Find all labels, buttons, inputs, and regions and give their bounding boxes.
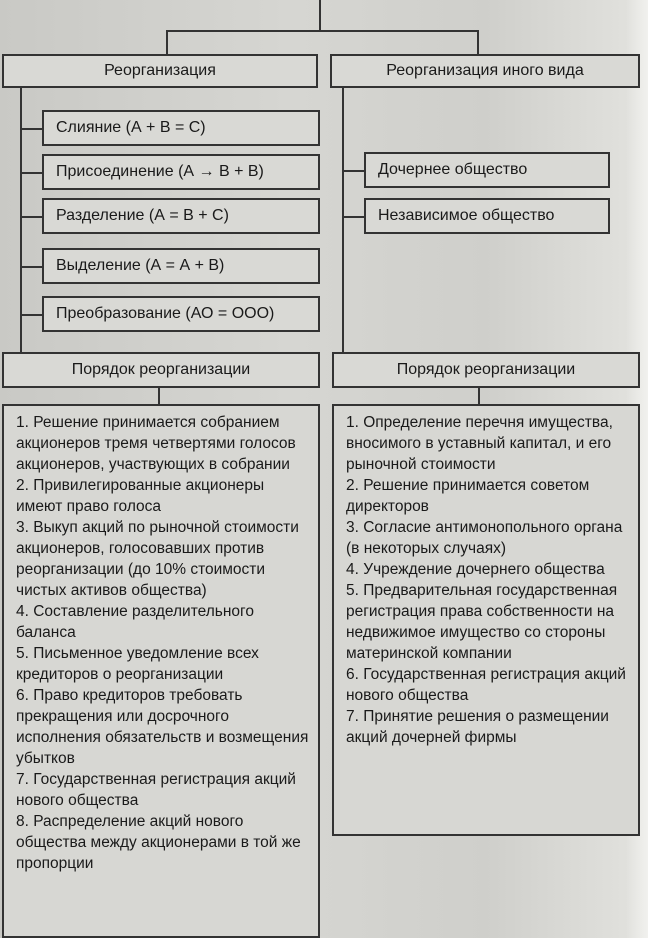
procedure-left-title: Порядок реорганизации: [71, 361, 251, 378]
spine-tick-4: [20, 266, 42, 268]
other-reorganization-header-label: Реорганизация иного вида: [386, 62, 584, 79]
subsidiary-box: [364, 152, 610, 188]
spine-tick-5: [20, 314, 42, 316]
form-spin-off-label: Выделение (А = А + В): [56, 257, 225, 274]
procedure-right-title: Порядок реорганизации: [396, 361, 576, 378]
reorganization-header: [2, 54, 318, 88]
form-transformation-label: Преобразование (АО = ООО): [56, 305, 275, 322]
form-acquisition-label: Присоединение (А → В + В): [56, 163, 264, 180]
subsidiary-label: Дочернее общество: [378, 161, 528, 178]
procedure-left-header: [2, 352, 320, 388]
right-tick-1: [342, 170, 364, 172]
step-right-5: 5. Предварительная государственная регистрация права собственности на недвижимое имущество со стороны материнской компании: [346, 582, 618, 662]
procedure-right-header: [332, 352, 640, 388]
reorganization-header-label: Реорганизация: [104, 62, 216, 79]
spine-tick-1: [20, 128, 42, 130]
top-connector: [319, 0, 321, 32]
left-proc-connector: [158, 388, 160, 404]
spine-tick-3: [20, 216, 42, 218]
right-branch-drop: [477, 30, 479, 56]
right-spine: [342, 86, 344, 356]
top-branch-line: [166, 30, 479, 32]
left-branch-drop: [166, 30, 168, 56]
form-division: [42, 198, 320, 234]
step-left-2: 2. Привилегированные акционеры имеют право голоса: [16, 477, 265, 515]
step-right-2: 2. Решение принимается советом директоров: [346, 477, 590, 515]
form-transformation: [42, 296, 320, 332]
spine-tick-2: [20, 172, 42, 174]
procedure-right-list: [332, 404, 640, 836]
step-right-1: 1. Определение перечня имущества, вносимого в уставный капитал, и его рыночной стоимости: [346, 414, 613, 473]
form-division-label: Разделение (А = В + С): [56, 207, 229, 224]
right-proc-connector: [478, 388, 480, 404]
step-left-1: 1. Решение принимается собранием акционеров тремя четвертями голосов акционеров, участвующих в собрании: [16, 414, 296, 473]
procedure-left-list: [2, 404, 320, 938]
independent-box: [364, 198, 610, 234]
step-right-7: 7. Принятие решения о размещении акций дочерней фирмы: [346, 708, 609, 746]
step-left-4: 4. Составление разделительного баланса: [16, 603, 254, 641]
step-right-6: 6. Государственная регистрация акций нового общества: [346, 666, 626, 704]
right-tick-2: [342, 216, 364, 218]
step-left-8: 8. Распределение акций нового общества между акционерами в той же пропорции: [16, 813, 301, 872]
step-left-5: 5. Письменное уведомление всех кредиторов о реорганизации: [16, 645, 259, 683]
form-merger: [42, 110, 320, 146]
other-reorganization-header: [330, 54, 640, 88]
step-left-6: 6. Право кредиторов требовать прекращения или досрочного исполнения обязательств и возмещения убытков: [16, 687, 309, 767]
form-merger-label: Слияние (А + В = С): [56, 119, 206, 136]
step-left-7: 7. Государственная регистрация акций нового общества: [16, 771, 296, 809]
form-spin-off: [42, 248, 320, 284]
step-right-4: 4. Учреждение дочернего общества: [346, 561, 605, 578]
step-left-3: 3. Выкуп акций по рыночной стоимости акционеров, голосовавших против реорганизации (до 10% стоимости чистых активов общества): [16, 519, 299, 599]
independent-label: Независимое общество: [378, 207, 555, 224]
step-right-3: 3. Согласие антимонопольного органа (в некоторых случаях): [346, 519, 623, 557]
form-acquisition: [42, 154, 320, 190]
